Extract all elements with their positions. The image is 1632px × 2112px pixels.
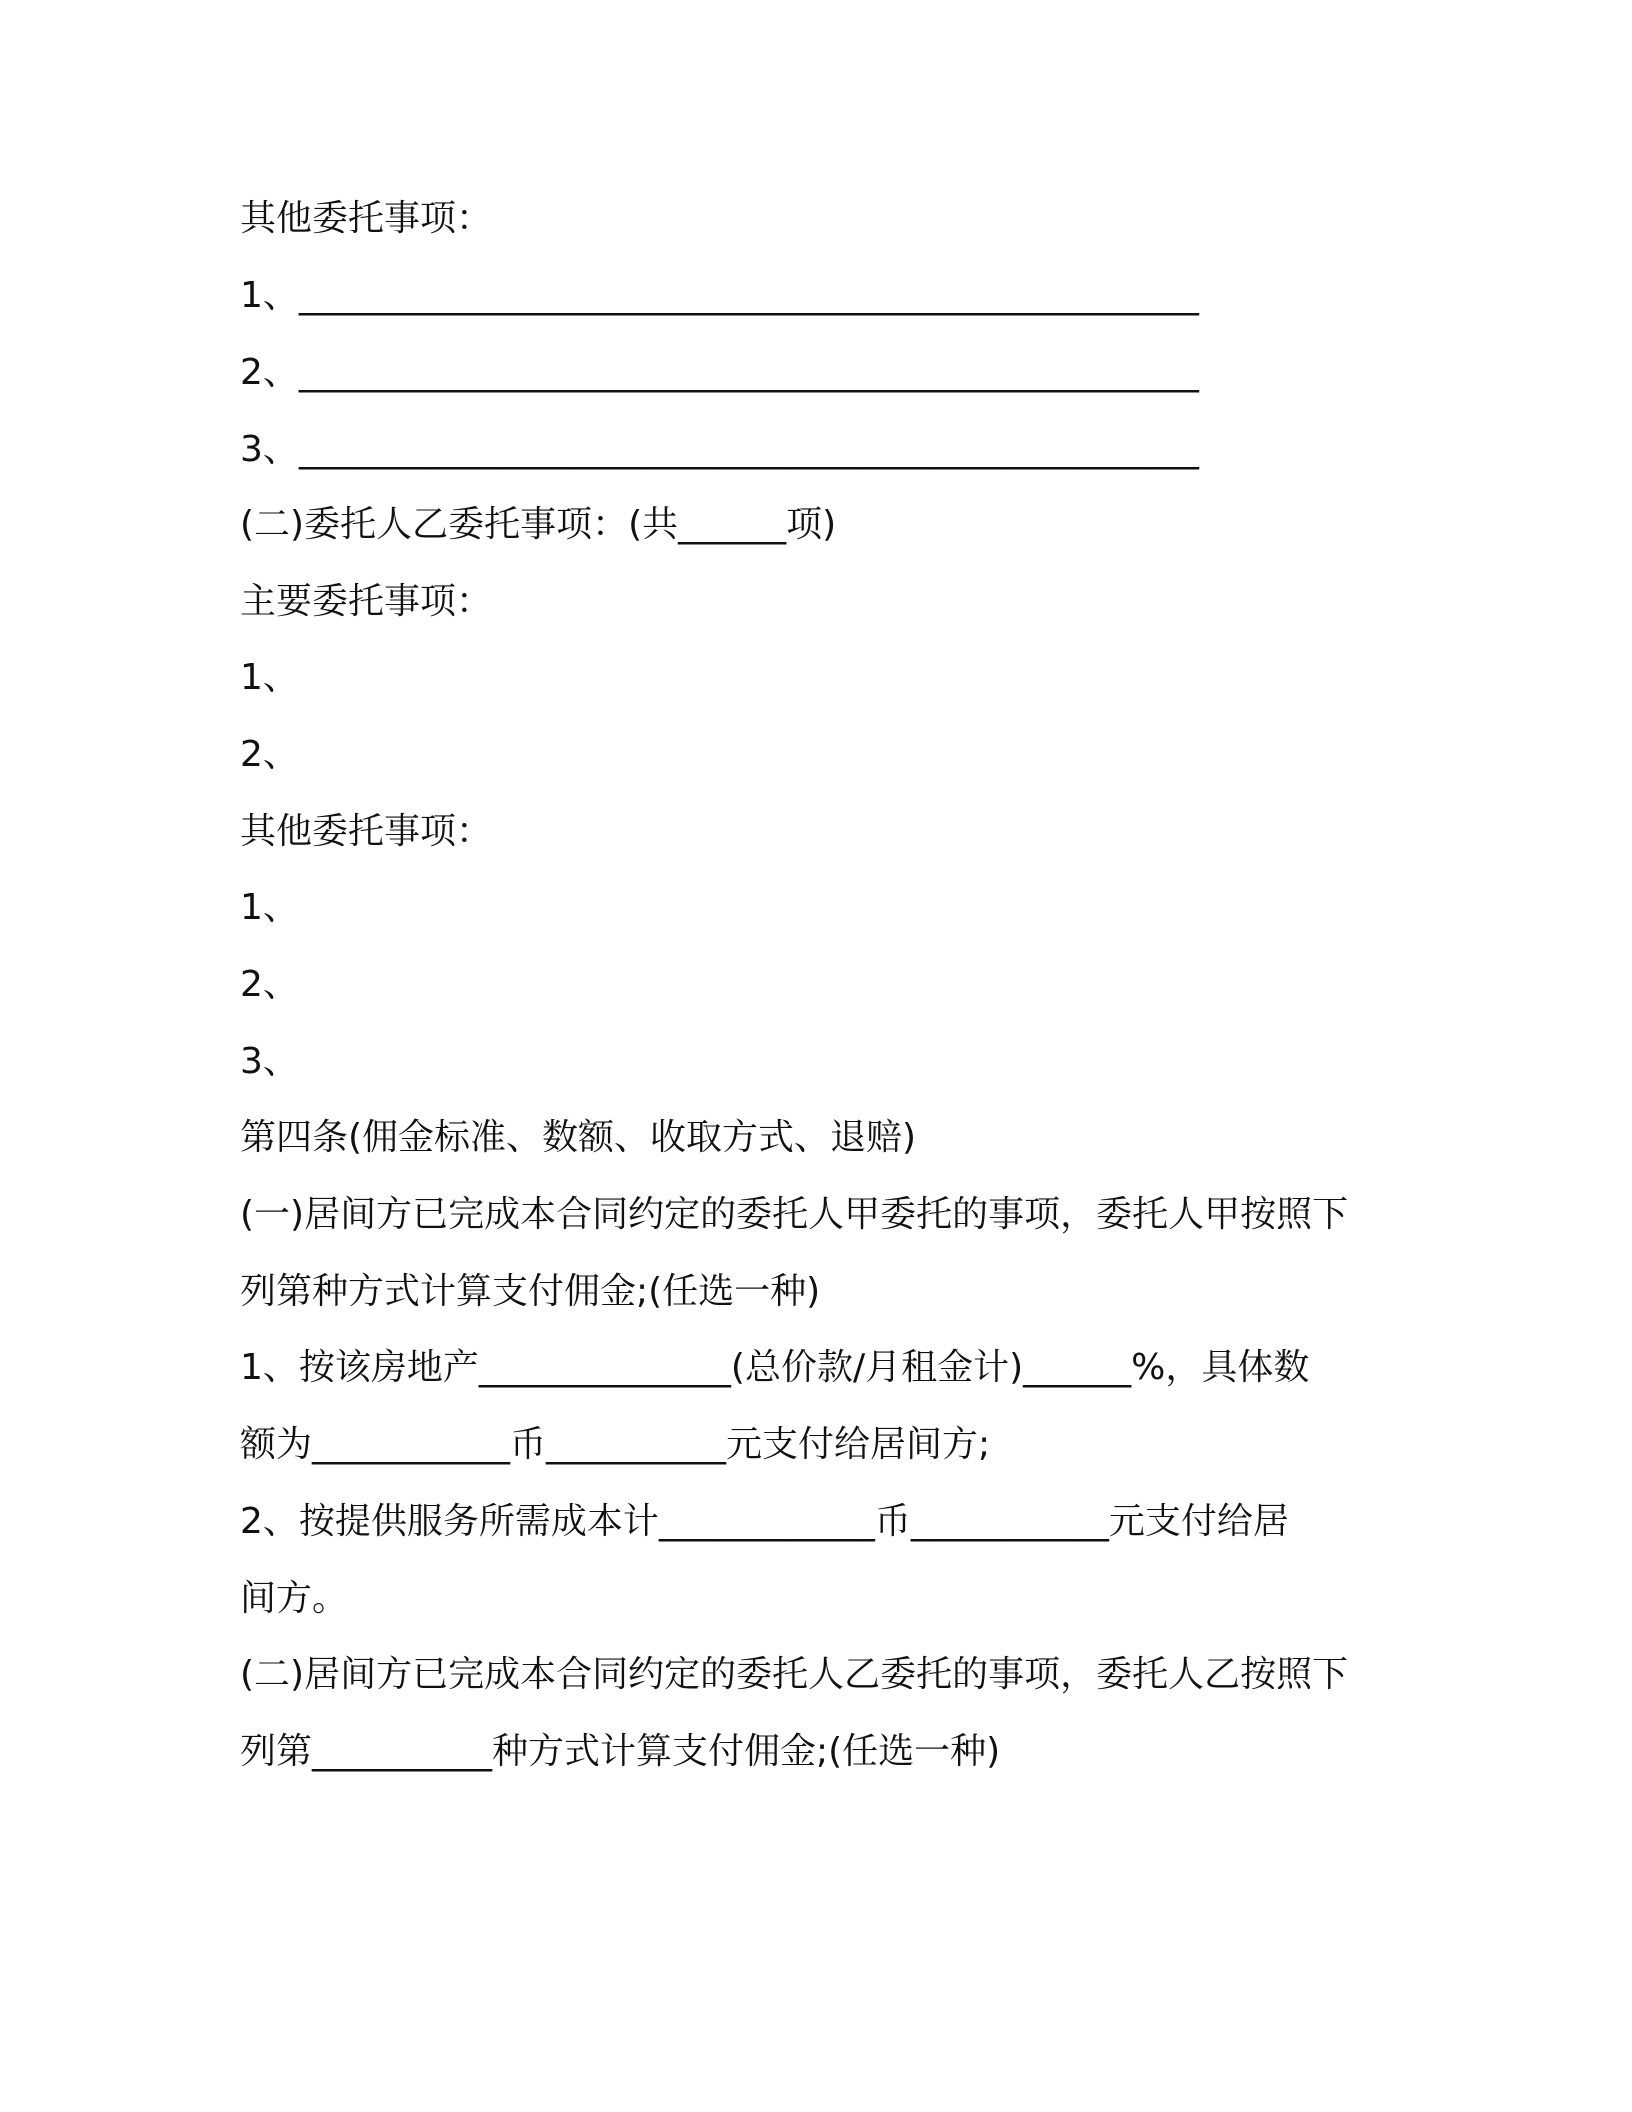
main-item-2: 2、 [240, 734, 299, 775]
other-item-1-blank: 1、__________________________________________________ [240, 275, 1199, 316]
commission-a-paragraph-line-1: (一)居间方已完成本合同约定的委托人甲委托的事项，委托人甲按照下 [240, 1194, 1349, 1235]
other-item-2-blank: 2、__________________________________________________ [240, 352, 1199, 393]
other-item-3-blank: 3、__________________________________________________ [240, 429, 1199, 470]
commission-a-option-2-line-2: 间方。 [240, 1578, 349, 1619]
commission-a-option-2-line-1: 2、按提供服务所需成本计____________币___________元支付给居 [240, 1501, 1289, 1542]
commission-a-paragraph-line-2: 列第种方式计算支付佣金;(任选一种) [240, 1271, 821, 1312]
other-item-b-2: 2、 [240, 964, 299, 1005]
commission-a-option-1-line-1: 1、按该房地产______________(总价款/月租金计)______%，具体数 [240, 1347, 1310, 1388]
commission-a-option-1-line-2: 额为___________币__________元支付给居间方; [240, 1424, 991, 1465]
other-item-b-1: 1、 [240, 887, 299, 928]
commission-b-paragraph-line-1: (二)居间方已完成本合同约定的委托人乙委托的事项，委托人乙按照下 [240, 1654, 1349, 1695]
other-items-heading-b: 其他委托事项： [240, 811, 493, 852]
other-items-heading: 其他委托事项： [240, 198, 493, 239]
article-4-heading: 第四条(佣金标准、数额、收取方式、退赔) [240, 1117, 917, 1158]
other-item-b-3: 3、 [240, 1041, 299, 1082]
client-b-items-heading: (二)委托人乙委托事项：(共______项) [240, 504, 837, 545]
main-items-heading: 主要委托事项： [240, 581, 493, 622]
main-item-1: 1、 [240, 657, 299, 698]
commission-b-paragraph-line-2: 列第__________种方式计算支付佣金;(任选一种) [240, 1731, 1001, 1772]
